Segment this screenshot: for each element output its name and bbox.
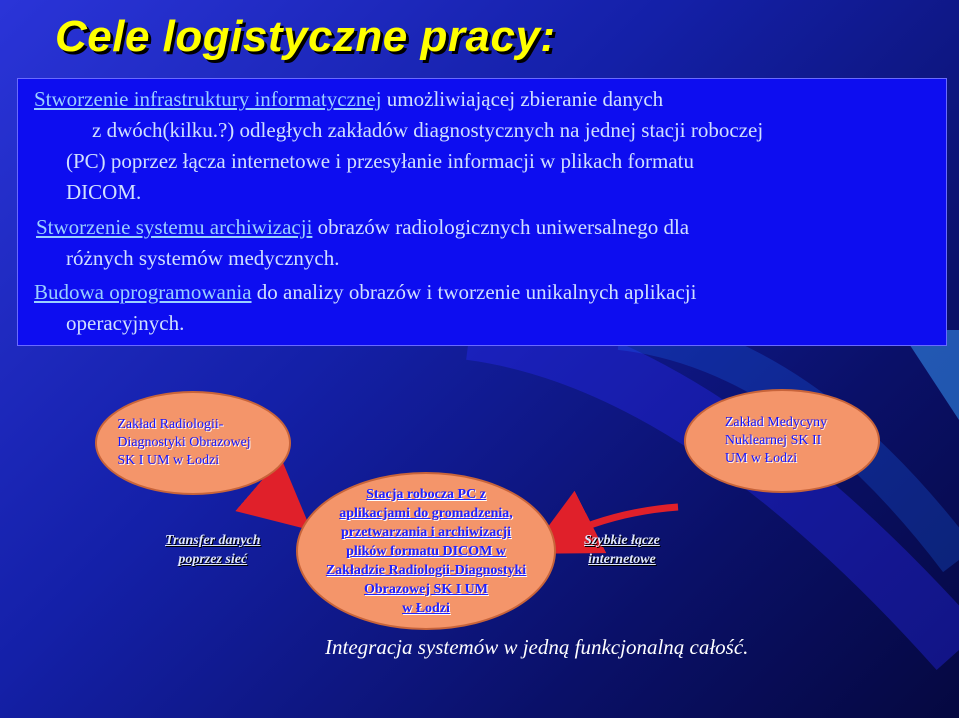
objective-1-line-2: z dwóch(kilku.?) odległych zakładów diagnostycznych na jednej stacji roboczej [92,118,764,142]
node-left-line-2: Diagnostyki Obrazowej [117,435,251,450]
node-center-line-5: Zakładzie Radiologii-Diagnostyki [325,562,527,578]
node-nuclear-medicine-department [684,389,880,493]
objective-2-text: obrazów radiologicznych uniwersalnego dla [312,215,690,239]
node-center-line-6: Obrazowej SK I UM [363,581,489,597]
label-fast-internet-line-1: Szybkie łącze [584,533,660,548]
node-radiology-department [95,391,291,495]
node-center-line-4: plików formatu DICOM w [346,543,506,559]
objective-1-text: umożliwiającej zbieranie danych [381,87,664,111]
conclusion-text: Integracja systemów w jedną funkcjonalną całość. [325,635,749,659]
objective-2-line-2: różnych systemów medycznych. [66,246,340,270]
label-data-transfer-line-2: poprzez sieć [178,552,248,567]
transfer-arrow [268,493,290,512]
objective-3-text: do analizy obrazów i tworzenie unikalnych aplikacji [251,280,697,304]
node-left-line-1: Zakład Radiologii- [117,417,224,432]
objective-3-line-2: operacyjnych. [66,311,185,335]
label-data-transfer [165,531,261,569]
objective-1-line-3: (PC) poprzez łącza internetowe i przesyłanie informacji w plikach formatu [66,149,694,173]
node-center-line-3: przetwarzania i archiwizacji [340,524,512,540]
node-pc-workstation [296,472,556,630]
slide-title: Cele logistyczne pracy: [55,12,556,61]
node-center-line-2: aplikacjami do gromadzenia, [339,505,513,521]
label-data-transfer-line-1: Transfer danych [165,533,261,548]
objective-1-line-4: DICOM. [66,180,142,204]
node-center-line-1: Stacja robocza PC z [366,486,486,502]
label-fast-internet-line-2: internetowe [588,552,656,567]
objective-2-link[interactable]: Stworzenie systemu archiwizacji [36,215,313,239]
node-center-line-7: w Łodzi [402,600,450,616]
label-fast-internet [584,531,660,569]
node-right-line-2: Nuklearnej SK II [724,433,822,448]
node-left-line-3: SK I UM w Łodzi [117,453,220,468]
objective-1-link[interactable]: Stworzenie infrastruktury informatycznej [34,87,382,111]
objective-3-link[interactable]: Budowa oprogramowania [34,280,252,304]
node-right-line-3: UM w Łodzi [724,451,798,466]
node-right-line-1: Zakład Medycyny [724,415,828,430]
